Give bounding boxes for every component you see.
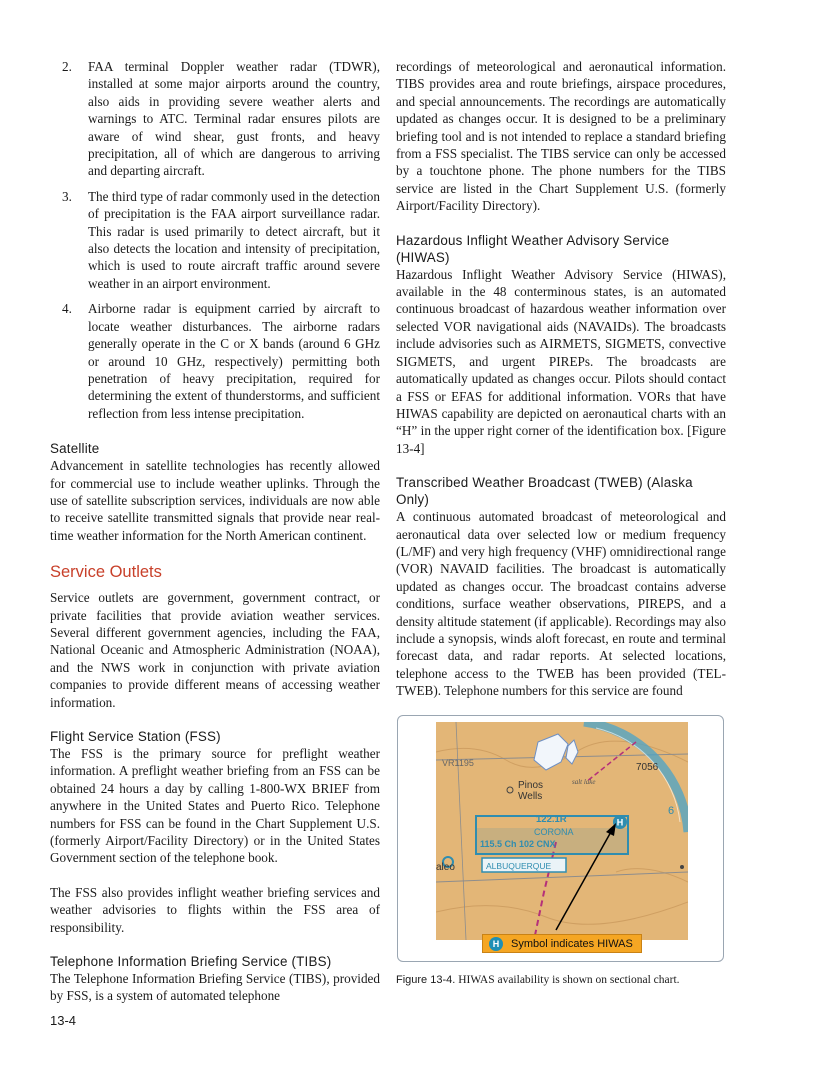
caption-label: Figure 13-4. — [396, 974, 456, 986]
satellite-heading: Satellite — [50, 441, 100, 457]
fss-heading: Flight Service Station (FSS) — [50, 729, 221, 744]
elevation-label: 7056 — [636, 762, 659, 773]
list-number: 2. — [62, 59, 72, 74]
radar-list — [50, 58, 380, 422]
hiwas-heading: Hazardous Inflight Weather Advisory Service (HIWAS) — [396, 232, 670, 265]
town-label-2: Wells — [518, 791, 543, 802]
frequency-label: 122.1R — [536, 814, 567, 825]
salt-lake-label: salt lake — [572, 778, 596, 786]
caption-text: HIWAS availability is shown on sectional chart. — [455, 974, 680, 986]
figure-13-4 — [397, 715, 724, 962]
tibs-paragraph-start: The Telephone Information Briefing Service (TIBS), provided by FSS, is a system of automated telephone — [50, 971, 380, 1004]
list-number: 3. — [62, 188, 72, 204]
list-item — [50, 58, 380, 180]
hiwas-badge-icon: H — [489, 937, 503, 951]
list-number: 4. — [62, 301, 72, 317]
town-label-1: Pinos — [518, 780, 544, 791]
tweb-paragraph: A continuous automated broadcast of meteorological and aeronautical data over selected low or medium frequency (L/MF) and very high frequency (VHF) omnidirectional range (VOR) NAVAID facilities. The broadcast is automatically updated as changes occur. The broadcast contains adverse conditions, surface weather observations, PIREPS, and a density altitude statement (if applicable). Recordings may also include a synopsis, winds aloft forecast, en route and terminal forecast data, and radar reports. At selected locations, telephone access to the TWEB has been provided (TEL-TWEB). Telephone numbers for this service are found — [396, 509, 726, 699]
list-text: The third type of radar commonly used in the detection of precipitation is the FAA airport surveillance radar. This radar is used primarily to detect aircraft, but it also detects the location and intensity of precipitation, which is used to route aircraft traffic around severe weather in an airport environment. — [88, 188, 380, 291]
center-label: ALBUQUERQUE — [486, 861, 552, 871]
figure-caption — [396, 974, 726, 986]
partial-label: aleo — [436, 862, 455, 873]
list-item — [50, 300, 380, 422]
sectional-chart-image — [436, 722, 688, 940]
tibs-paragraph-continued: recordings of meteorological and aeronautical information. TIBS provides area and route briefings, airspace procedures, and special announcements. The recordings are automatically updated as changes occur. It is designed to be a preliminary briefing tool and is not intended to replace a standard briefing from a FSS specialist. The TIBS service can only be accessed by a touchtone phone. The phone numbers for the TIBS service are listed in the Chart Supplement U.S. (formerly Airport/Facility Directory). — [396, 59, 726, 214]
legend-box — [482, 934, 642, 953]
legend-text: Symbol indicates HIWAS — [511, 937, 633, 950]
service-outlets-heading: Service Outlets — [50, 563, 162, 582]
list-text: Airborne radar is equipment carried by aircraft to locate weather disturbances. The airborne radars generally operate in the C or X bands (around 6 GHz or around 10 GHz, respectively) permitting both penetration of heavy precipitation, required for determining the extent of thunderstorms, and sufficient reflection from less intense precipitation. — [88, 301, 380, 421]
satellite-paragraph: Advancement in satellite technologies has recently allowed for commercial use to include weather uplinks. Through the use of satellite subscription services, individuals are now able to receive satellite transmitted signals that provide near real-time weather information for the North American continent. — [50, 458, 380, 543]
compass-number: 6 — [668, 805, 675, 817]
list-text: FAA terminal Doppler weather radar (TDWR), installed at some major airports around the country, also aids in providing severe weather alerts and warnings to ATC. Terminal radar ensures pilots are aware of wind shear, gust fronts, and heavy precipitation, all of which are dangerous to arriving and departing aircraft. — [88, 59, 380, 179]
fss-paragraph-1: The FSS is the primary source for preflight weather information. A preflight weather briefing from an FSS can be obtained 24 hours a day by calling 1-800-WX BRIEF from anywhere in the United States and Puerto Rico. Telephone numbers for FSS can be found in the Chart Supplement U.S. (formerly Airport/Facility Directory) or in the United States Government section of the telephone book. — [50, 746, 380, 866]
page-number: 13-4 — [50, 1013, 77, 1028]
service-outlets-paragraph: Service outlets are government, government contract, or private facilities that provide aviation weather services. Several different government agencies, including the FAA, National Oceanic and Atmospheric Administration (NOAA), and the NWS work in conjunction with private aviation companies to provide different means of accessing weather information. — [50, 590, 380, 710]
hiwas-h-letter: H — [616, 817, 624, 828]
tweb-heading: Transcribed Weather Broadcast (TWEB) (Alaska Only) — [396, 475, 693, 508]
right-column — [396, 58, 726, 700]
tibs-heading: Telephone Information Briefing Service (TIBS) — [50, 954, 332, 970]
vor-frequency-label: 115.5 Ch 102 CNX — [480, 839, 556, 849]
fss-paragraph-2: The FSS also provides inflight weather briefing services and weather advisories to flights within the FSS area of responsibility. — [50, 884, 380, 935]
hiwas-paragraph: Hazardous Inflight Weather Advisory Service (HIWAS), available in the 48 conterminous states, is an automated continuous broadcast of hazardous weather information over selected VOR navigational aids (NAVAIDs). The broadcasts include advisories such as AIRMETS, SIGMETS, convective SIGMETS, and urgent PIREPs. The broadcasts are automatically updated as changes occur. Pilots should contact a FSS or EFAS for additional information. VORs that have HIWAS capability are depicted on aeronautical charts with an “H” in the upper right corner of the identification box. [Figure 13-4] — [396, 266, 726, 456]
list-item — [50, 188, 380, 292]
station-label: CORONA — [534, 827, 574, 837]
left-column — [50, 58, 380, 1005]
airway-label: VR1195 — [442, 758, 474, 768]
sectional-chart-svg — [436, 722, 688, 940]
